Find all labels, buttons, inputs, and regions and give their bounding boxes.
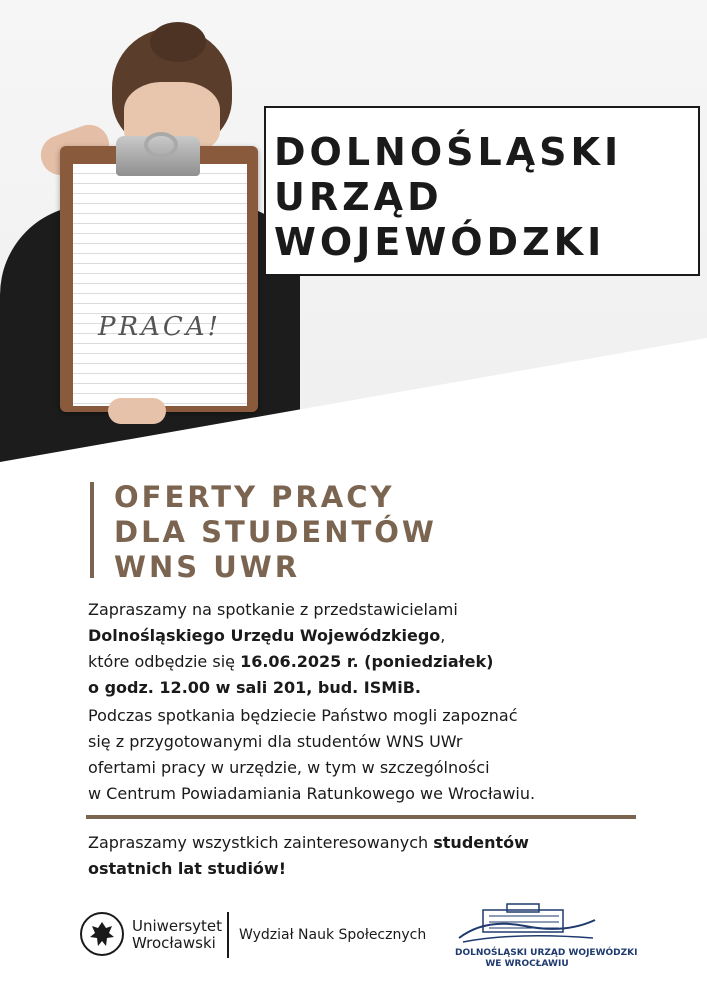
title-box: [264, 106, 700, 276]
title-line-2: URZĄD: [274, 175, 443, 219]
invite-bold-1: studentów: [433, 833, 529, 852]
body-line-3: [88, 649, 668, 675]
heading-line-1: OFERTY PRACY: [114, 480, 395, 514]
university-crest-icon: [80, 912, 124, 956]
body-line-6: się z przygotowanymi dla studentów WNS UWr: [88, 732, 463, 751]
body-line-8: w Centrum Powiadamiania Ratunkowego we Wrocławiu.: [88, 784, 536, 803]
paper-handwritten-word: PRACA!: [98, 312, 221, 342]
invite-prefix: Zapraszamy wszystkich zainteresowanych: [88, 833, 434, 852]
university-name-line-2: Wrocławski: [132, 934, 216, 952]
body-line-5: Podczas spotkania będziecie Państwo mogli zapoznać: [88, 706, 518, 725]
heading-accent-bar: [90, 482, 94, 578]
office-logo-line-1: DOLNOŚLĄSKI URZĄD WOJEWÓDZKI: [455, 948, 638, 958]
heading-line-3: WNS UWR: [114, 550, 301, 584]
body-line-1: Zapraszamy na spotkanie z przedstawicielami: [88, 600, 458, 619]
university-name-line-1: Uniwersytet: [132, 917, 222, 935]
body-office-name: Dolnośląskiego Urzędu Wojewódzkiego: [88, 626, 441, 645]
office-building-icon: [455, 898, 599, 944]
body-comma: ,: [440, 626, 446, 645]
heading-line-2: DLA STUDENTÓW: [114, 515, 437, 549]
title-line-3: WOJEWÓDZKI: [274, 220, 606, 264]
body-line-4: o godz. 12.00 w sali 201, bud. ISMiB.: [88, 678, 421, 697]
body-date-prefix: które odbędzie się: [88, 652, 241, 671]
section-divider: [86, 815, 636, 819]
body-date: 16.06.2025 r. (poniedziałek): [240, 652, 494, 671]
title-line-1: DOLNOŚLĄSKI: [274, 130, 623, 174]
invite-line-2: ostatnich lat studiów!: [88, 859, 286, 878]
body-line-7: ofertami pracy w urzędzie, w tym w szczególności: [88, 758, 490, 777]
body-line-2: [88, 623, 668, 649]
footer-separator: [227, 912, 229, 958]
invite-line-1: [88, 830, 668, 856]
faculty-name: Wydział Nauk Społecznych: [239, 927, 427, 943]
office-logo-line-2: WE WROCŁAWIU: [485, 959, 569, 969]
